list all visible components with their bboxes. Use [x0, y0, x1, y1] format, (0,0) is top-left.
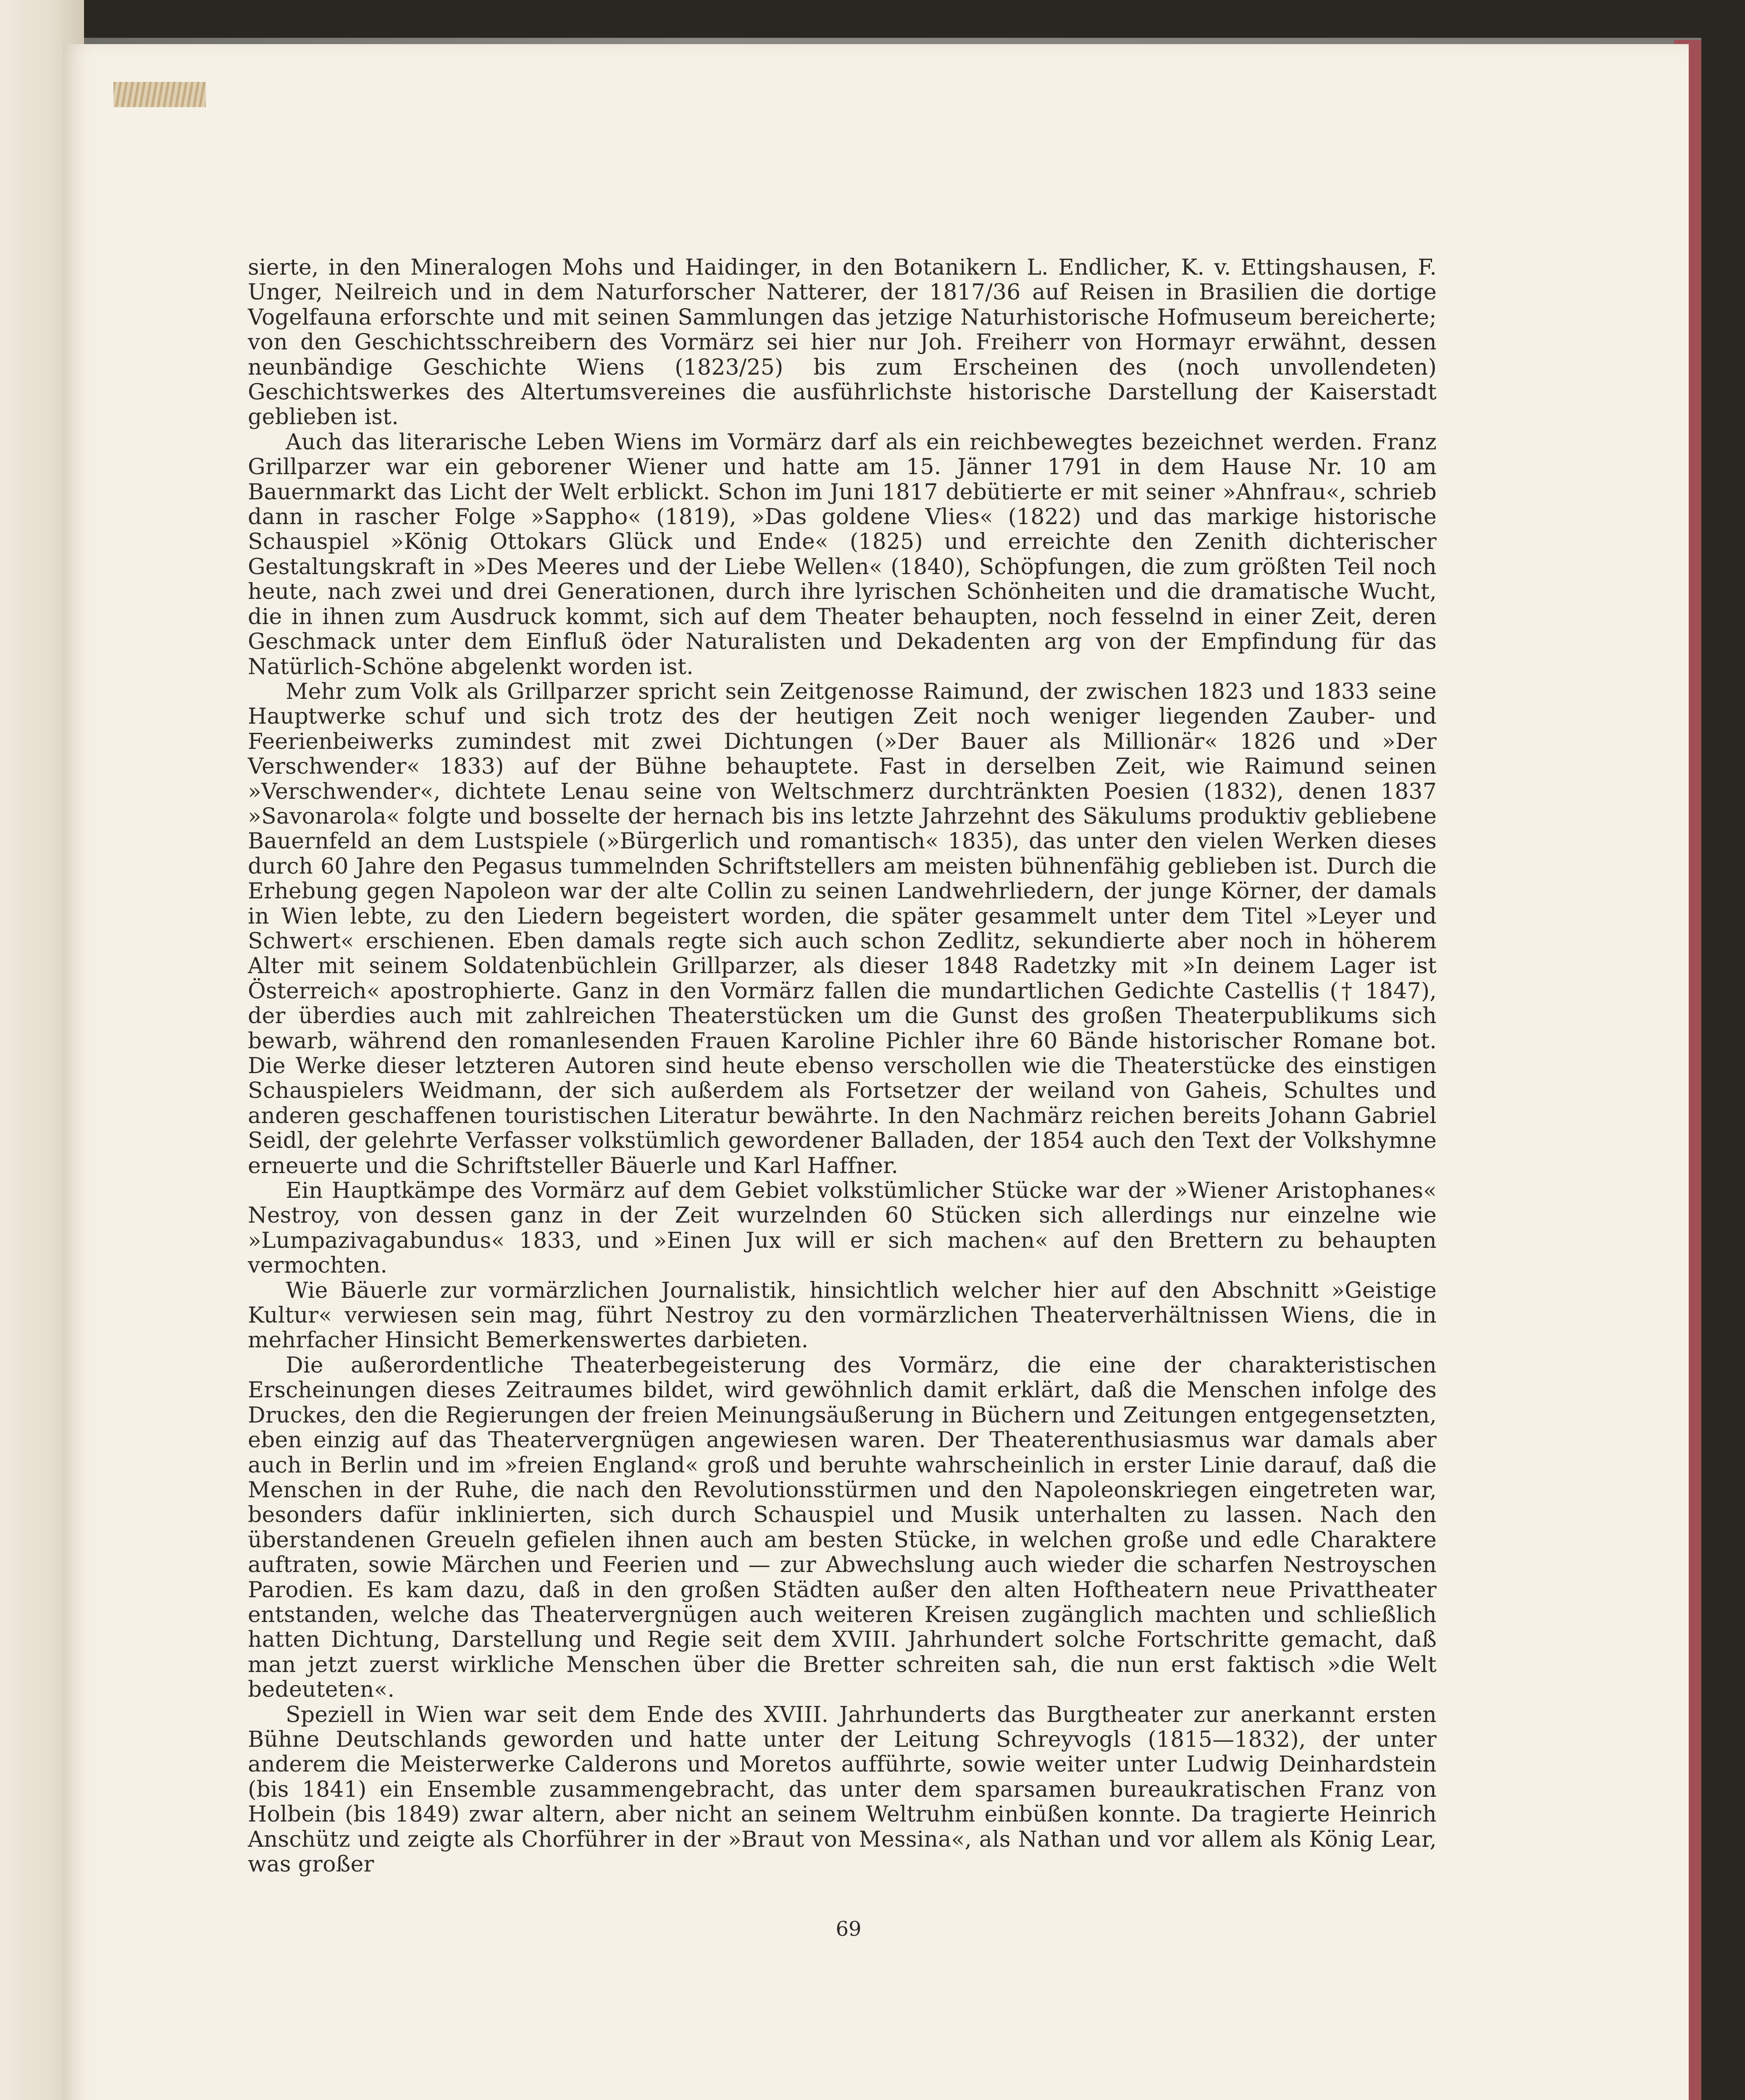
paragraph: Wie Bäuerle zur vormärzlichen Journalistik, hinsichtlich welcher hier auf den Abschnitt »Geistige Kultur« verwiesen sein mag, führt Nestroy zu den vormärzlichen Theaterverhältnissen Wiens, die in mehrfacher Hinsicht Bemerkenswertes darbieten.: [248, 1278, 1437, 1353]
paragraph: sierte, in den Mineralogen Mohs und Haidinger, in den Botanikern L. Endlicher, K. v. Ettingshausen, F. Unger, Neilreich und in dem Naturforscher Natterer, der 1817/36 auf Reisen in Brasilien die dortige Vogelfauna erforschte und mit seinen Sammlungen das jetzige Naturhistorische Hofmuseum bereicherte; von den Geschichtsschreibern des Vormärz sei hier nur Joh. Freiherr von Hormayr erwähnt, dessen neunbändige Geschichte Wiens (1823/25) bis zum Erscheinen des (noch unvollendeten) Geschichtswerkes des Altertumsvereines die ausführlichste historische Darstellung der Kaiserstadt geblieben ist.: [248, 255, 1437, 430]
page-number: 69: [836, 1917, 862, 1941]
paragraph: Auch das literarische Leben Wiens im Vormärz darf als ein reichbewegtes bezeichnet werden. Franz Grillparzer war ein geborener Wiener und hatte am 15. Jänner 1791 in dem Hause Nr. 10 am Bauernmarkt das Licht der Welt erblickt. Schon im Juni 1817 debütierte er mit seiner »Ahnfrau«, schrieb dann in rascher Folge »Sappho« (1819), »Das goldene Vlies« (1822) und das markige historische Schauspiel »König Ottokars Glück und Ende« (1825) und erreichte den Zenith dichterischer Gestaltungskraft in »Des Meeres und der Liebe Wellen« (1840), Schöpfungen, die zum größten Teil noch heute, nach zwei und drei Generationen, durch ihre lyrischen Schönheiten und die dramatische Wucht, die in ihnen zum Ausdruck kommt, sich auf dem Theater behaupten, noch fesselnd in einer Zeit, deren Geschmack unter dem Einfluß öder Naturalisten und Dekadenten arg von der Empfindung für das Natürlich-Schöne abgelenkt worden ist.: [248, 429, 1437, 680]
paragraph: Die außerordentliche Theaterbegeisterung des Vormärz, die eine der charakteristischen Erscheinungen dieses Zeitraumes bildet, wird gewöhnlich damit erklärt, daß die Menschen infolge des Druckes, den die Regierungen der freien Meinungsäußerung in Büchern und Zeitungen entgegensetzten, eben einzig auf das Theatervergnügen angewiesen waren. Der Theaterenthusiasmus war damals aber auch in Berlin und im »freien England« groß und beruhte wahrscheinlich in erster Linie darauf, daß die Menschen in der Ruhe, die nach den Revolutionsstürmen und den Napoleonskriegen eingetreten war, besonders dafür inklinierten, sich durch Schauspiel und Musik unterhalten zu lassen. Nach den überstandenen Greueln gefielen ihnen auch am besten Stücke, in welchen große und edle Charaktere auftraten, sowie Märchen und Feerien und — zur Abwechslung auch wieder die scharfen Nestroyschen Parodien. Es kam dazu, daß in den großen Städten außer den alten Hoftheatern neue Privattheater entstanden, welche das Theatervergnügen auch weiteren Kreisen zugänglich machten und schließlich hatten Dichtung, Darstellung und Regie seit dem XVIII. Jahrhundert solche Fortschritte gemacht, daß man jetzt zuerst wirkliche Menschen über die Bretter schreiten sah, die nun erst faktisch »die Welt bedeuteten«.: [248, 1352, 1437, 1703]
page-text: [248, 255, 1437, 1877]
paragraph: Mehr zum Volk als Grillparzer spricht sein Zeitgenosse Raimund, der zwischen 1823 und 1833 seine Hauptwerke schuf und sich trotz des der heutigen Zeit noch weniger liegenden Zauber- und Feerienbeiwerks zumindest mit zwei Dichtungen (»Der Bauer als Millionär« 1826 und »Der Verschwender« 1833) auf der Bühne behauptete. Fast in derselben Zeit, wie Raimund seinen »Verschwender«, dichtete Lenau seine von Weltschmerz durchtränkten Poesien (1832), denen 1837 »Savonarola« folgte und bosselte der hernach bis ins letzte Jahrzehnt des Säkulums produktiv gebliebene Bauernfeld an dem Lustspiele (»Bürgerlich und romantisch« 1835), das unter den vielen Werken dieses durch 60 Jahre den Pegasus tummelnden Schriftstellers am meisten bühnenfähig geblieben ist. Durch die Erhebung gegen Napoleon war der alte Collin zu seinen Landwehrliedern, der junge Körner, der damals in Wien lebte, zu den Liedern begeistert worden, die später gesammelt unter dem Titel »Leyer und Schwert« erschienen. Eben damals regte sich auch schon Zedlitz, sekundierte aber noch in höherem Alter mit seinem Soldatenbüchlein Grillparzer, als dieser 1848 Radetzky mit »In deinem Lager ist Österreich« apostrophierte. Ganz in den Vormärz fallen die mundartlichen Gedichte Castellis († 1847), der überdies auch mit zahlreichen Theaterstücken um die Gunst des großen Theaterpublikums sich bewarb, während den romanlesenden Frauen Karoline Pichler ihre 60 Bände historischer Romane bot. Die Werke dieser letzteren Autoren sind heute ebenso verschollen wie die Theaterstücke des einstigen Schauspielers Weidmann, der sich außerdem als Fortsetzer der weiland von Gaheis, Schultes und anderen geschaffenen touristischen Literatur bewährte. In den Nachmärz reichen bereits Johann Gabriel Seidl, der gelehrte Verfasser volkstümlich gewordener Balladen, der 1854 auch den Text der Volkshymne erneuerte und die Schriftsteller Bäuerle und Karl Haffner.: [248, 679, 1437, 1179]
binding-thread: [113, 82, 206, 107]
paragraph: Ein Hauptkämpe des Vormärz auf dem Gebiet volkstümlicher Stücke war der »Wiener Aristophanes« Nestroy, von dessen ganz in der Zeit wurzelnden 60 Stücken sich allerdings nur einzelne wie »Lumpazivagabundus« 1833, und »Einen Jux will er sich machen« auf den Brettern zu behaupten vermochten.: [248, 1178, 1437, 1278]
paragraph: Speziell in Wien war seit dem Ende des XVIII. Jahrhunderts das Burgtheater zur anerkannt ersten Bühne Deutschlands geworden und hatte unter der Leitung Schreyvogls (1815—1832), der unter anderem die Meisterwerke Calderons und Moretos aufführte, sowie weiter unter Ludwig Deinhardstein (bis 1841) ein Ensemble zusammengebracht, das unter dem sparsamen bureaukratischen Franz von Holbein (bis 1849) zwar altern, aber nicht an seinem Weltruhm einbüßen konnte. Da tragierte Heinrich Anschütz und zeigte als Chorführer in der »Braut von Messina«, als Nathan und vor allem als König Lear, was großer: [248, 1702, 1437, 1877]
